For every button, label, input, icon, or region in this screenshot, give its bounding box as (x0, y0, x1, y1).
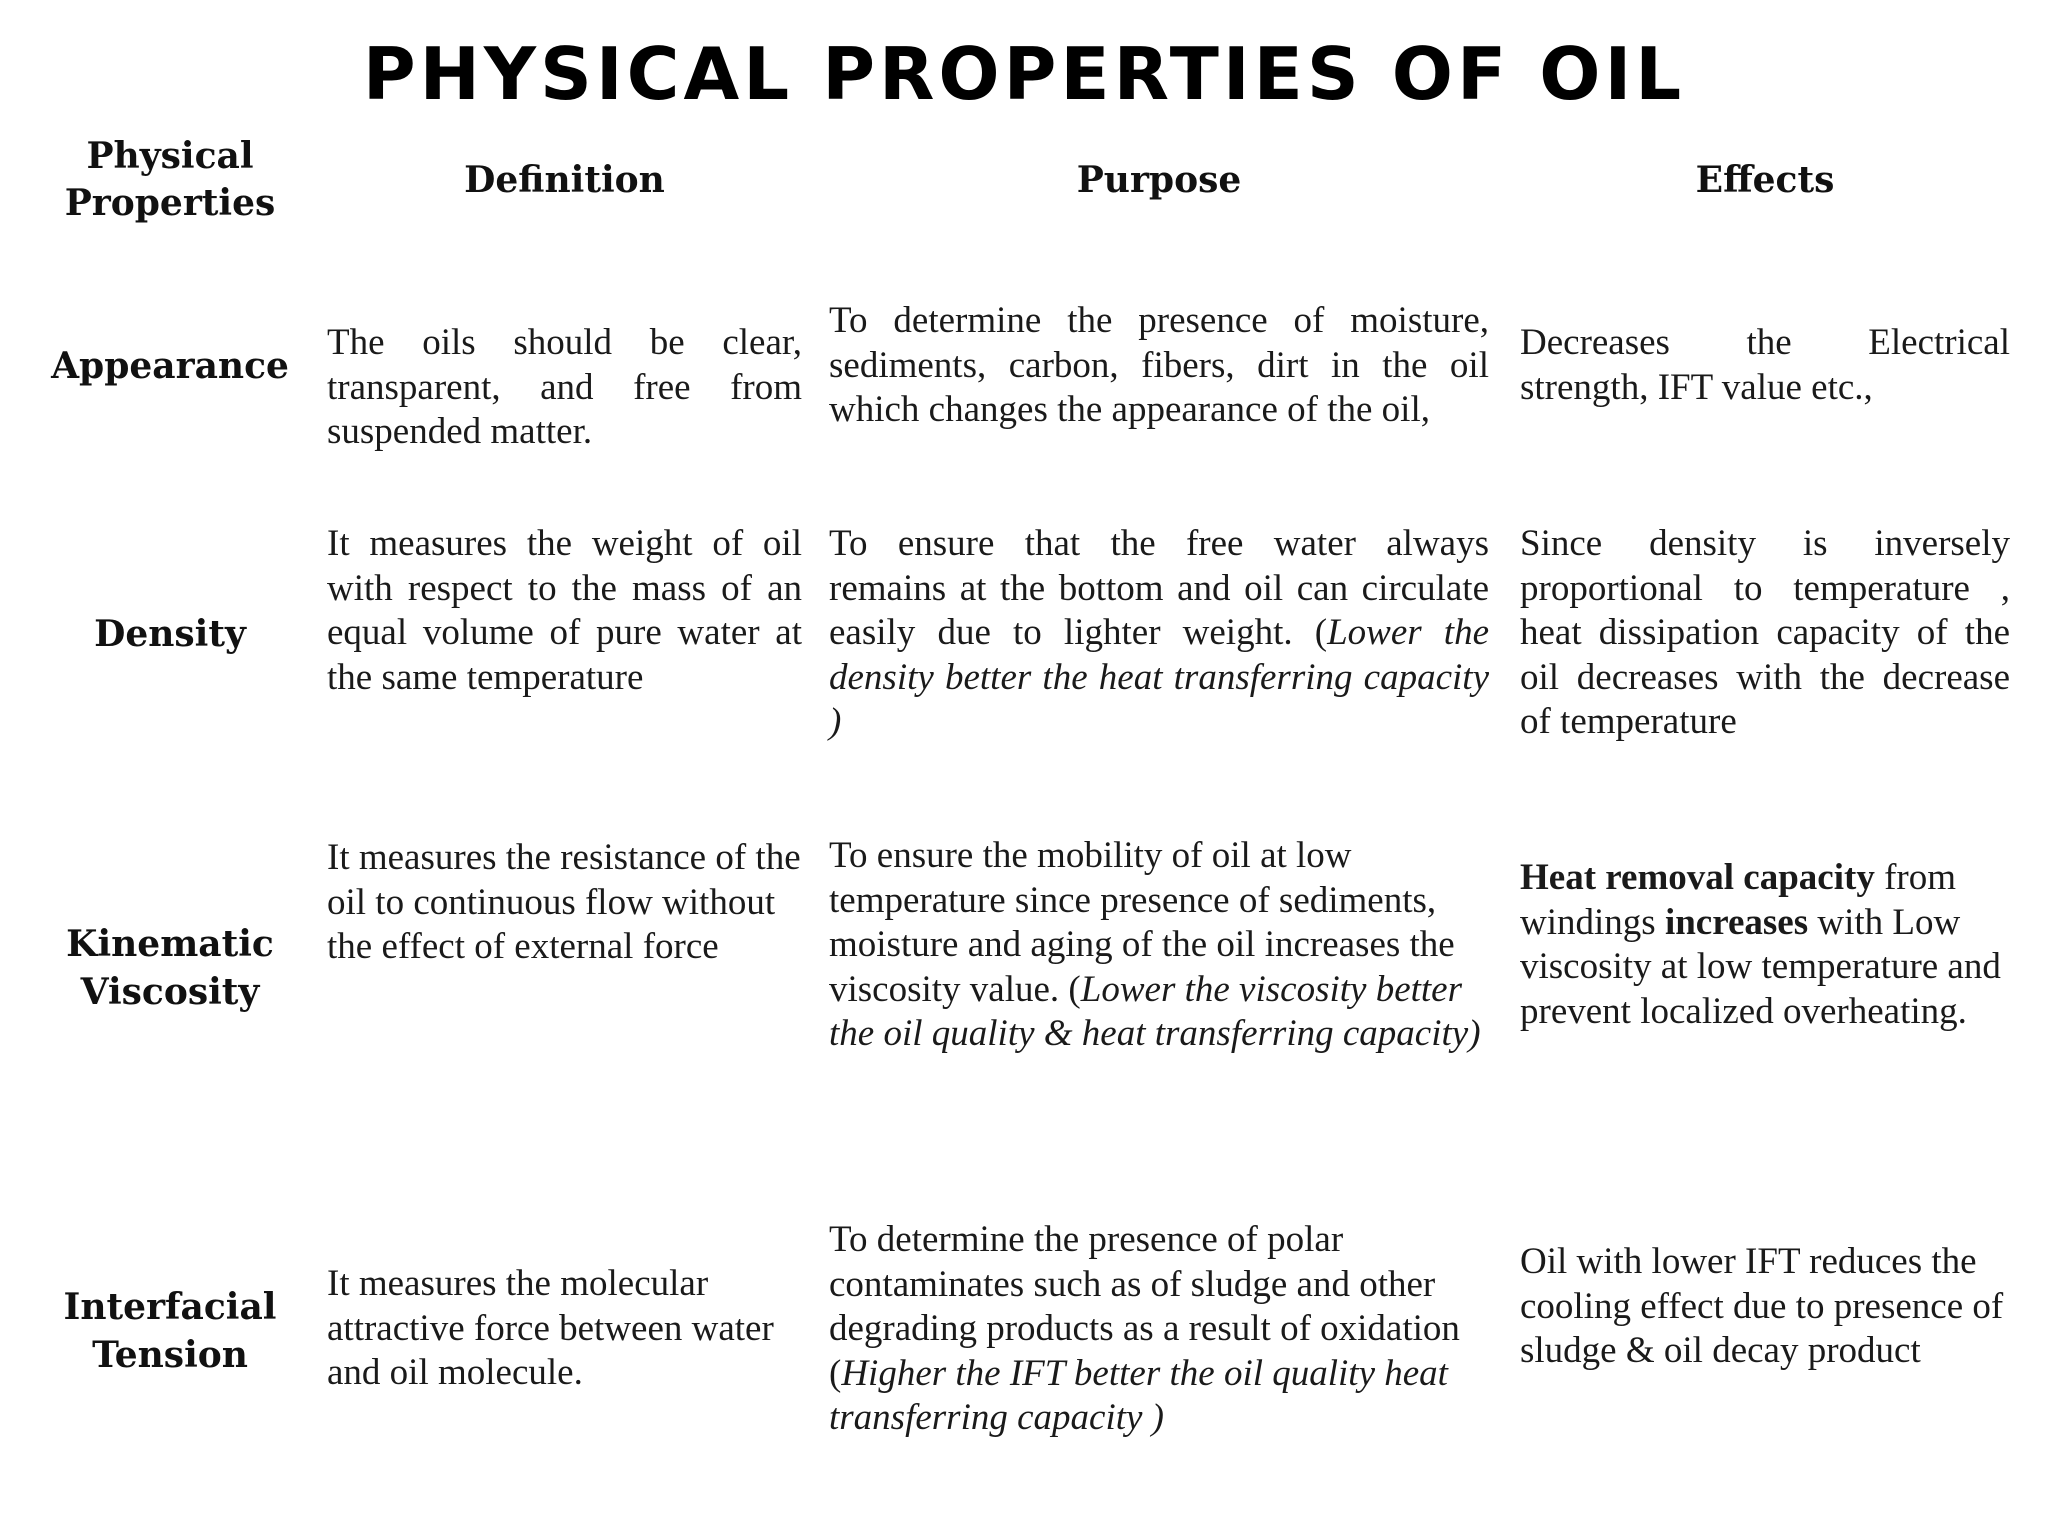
definition-kinematic-viscosity: It measures the resistance of the oil to continuous flow without the effect of external force (327, 837, 801, 967)
purpose-interfacial-tension (829, 1218, 1489, 1441)
definition-interfacial-tension: It measures the molecular attractive force between water and oil molecule. (327, 1263, 774, 1393)
purpose-density (829, 522, 1489, 745)
definition-appearance: The oils should be clear, transparent, and free from suspended matter. (327, 322, 802, 452)
property-appearance: Appearance (51, 345, 289, 387)
property-interfacial-tension: Interfacial Tension (63, 1286, 277, 1376)
effects-viscosity-bold-2: increases (1664, 901, 1809, 943)
purpose-density-text: To ensure that the free water always remains at the bottom and oil can circulate easily due to lighter weight. ( (829, 523, 1489, 653)
purpose-ift-text: To determine the presence of polar contaminates such as of sludge and other degrading products as a result of oxidation ( (829, 1219, 1460, 1394)
header-effects: Effects (1695, 159, 1835, 201)
purpose-density-note: Lower the density better the heat transferring capacity ) (829, 612, 1489, 742)
effects-viscosity-text-2: with Low viscosity at low temperature and prevent localized overheating. (1520, 901, 2001, 1032)
purpose-kinematic-viscosity (829, 834, 1489, 1057)
page-title: PHYSICAL PROPERTIES OF OIL (362, 32, 1686, 116)
effects-viscosity-text-1: from windings (1520, 857, 1957, 943)
effects-density: Since density is inversely proportional to temperature , heat dissipation capacity of the oil decreases with the decrease of temperature (1520, 523, 2010, 742)
header-physical-properties: Physical Properties (64, 135, 276, 224)
effects-kinematic-viscosity (1520, 856, 2010, 1034)
property-density: Density (94, 613, 246, 655)
definition-density: It measures the weight of oil with respect to the mass of an equal volume of pure water at the same temperature (327, 523, 802, 698)
property-kinematic-viscosity: Kinematic Viscosity (66, 923, 274, 1013)
purpose-viscosity-text: To ensure the mobility of oil at low temperature since presence of sediments, moisture and aging of the oil increases the viscosity value. ( (829, 835, 1455, 1010)
purpose-ift-note: Higher the IFT better the oil quality heat transferring capacity ) (829, 1352, 1448, 1438)
header-definition: Definition (464, 159, 665, 201)
effects-appearance: Decreases the Electrical strength, IFT value etc., (1520, 322, 2010, 408)
effects-viscosity-bold-1: Heat removal capacity (1520, 857, 1875, 898)
header-purpose: Purpose (1076, 159, 1242, 201)
purpose-viscosity-note: Lower the viscosity better the oil quality & heat transferring capacity) (829, 968, 1481, 1054)
effects-interfacial-tension: Oil with lower IFT reduces the cooling effect due to presence of sludge & oil decay product (1520, 1241, 2004, 1371)
purpose-appearance: To determine the presence of moisture, sediments, carbon, fibers, dirt in the oil which changes the appearance of the oil, (829, 300, 1489, 430)
